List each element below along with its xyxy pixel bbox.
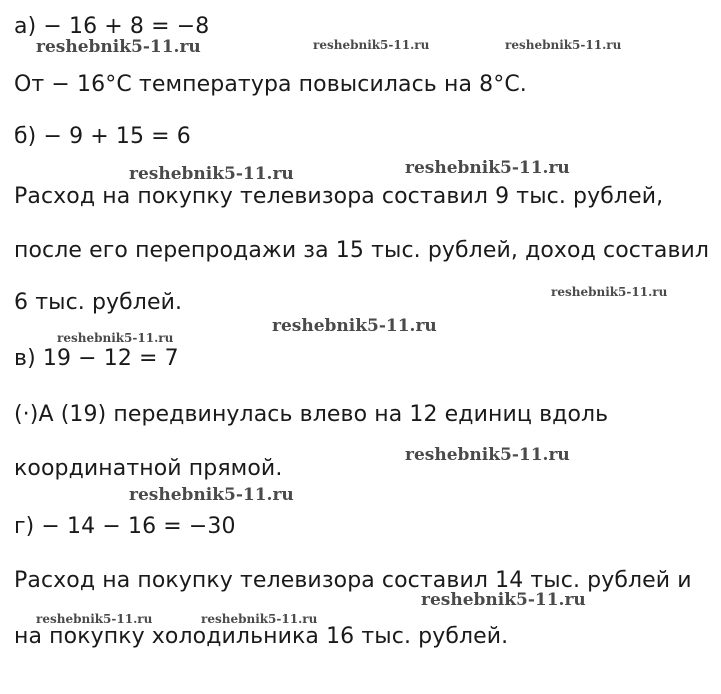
problem-a-equation: а) − 16 + 8 = −8 xyxy=(14,14,210,39)
watermark: reshebnik5-11.ru xyxy=(36,37,201,57)
watermark: reshebnik5-11.ru xyxy=(405,445,570,465)
problem-a-text: От − 16°С температура повысилась на 8°С. xyxy=(14,72,527,97)
problem-d-equation: г) − 14 − 16 = −30 xyxy=(14,514,236,539)
watermark: reshebnik5-11.ru xyxy=(551,285,668,299)
watermark: reshebnik5-11.ru xyxy=(405,158,570,178)
watermark: reshebnik5-11.ru xyxy=(313,38,430,52)
watermark: reshebnik5-11.ru xyxy=(129,164,294,184)
problem-b-text-line-1: Расход на покупку телевизора составил 9 тыс. рублей, xyxy=(14,184,664,209)
problem-b-text-line-2: после его перепродажи за 15 тыс. рублей, доход составил xyxy=(14,238,710,263)
watermark: reshebnik5-11.ru xyxy=(201,612,318,626)
problem-c-text-line-1: (·)А (19) передвинулась влево на 12 единиц вдоль xyxy=(14,402,609,427)
watermark: reshebnik5-11.ru xyxy=(421,590,586,610)
watermark: reshebnik5-11.ru xyxy=(36,612,153,626)
watermark: reshebnik5-11.ru xyxy=(505,38,622,52)
watermark: reshebnik5-11.ru xyxy=(272,316,437,336)
problem-d-text-line-1: Расход на покупку телевизора составил 14 тыс. рублей и xyxy=(14,568,692,593)
problem-d-text-line-2: на покупку холодильника 16 тыс. рублей. xyxy=(14,624,509,649)
watermark: reshebnik5-11.ru xyxy=(129,485,294,505)
problem-b-text-line-3: 6 тыс. рублей. xyxy=(14,290,183,315)
problem-c-text-line-2: координатной прямой. xyxy=(14,456,283,481)
problem-c-equation: в) 19 − 12 = 7 xyxy=(14,346,179,371)
problem-b-equation: б) − 9 + 15 = 6 xyxy=(14,124,191,149)
watermark: reshebnik5-11.ru xyxy=(57,331,174,345)
